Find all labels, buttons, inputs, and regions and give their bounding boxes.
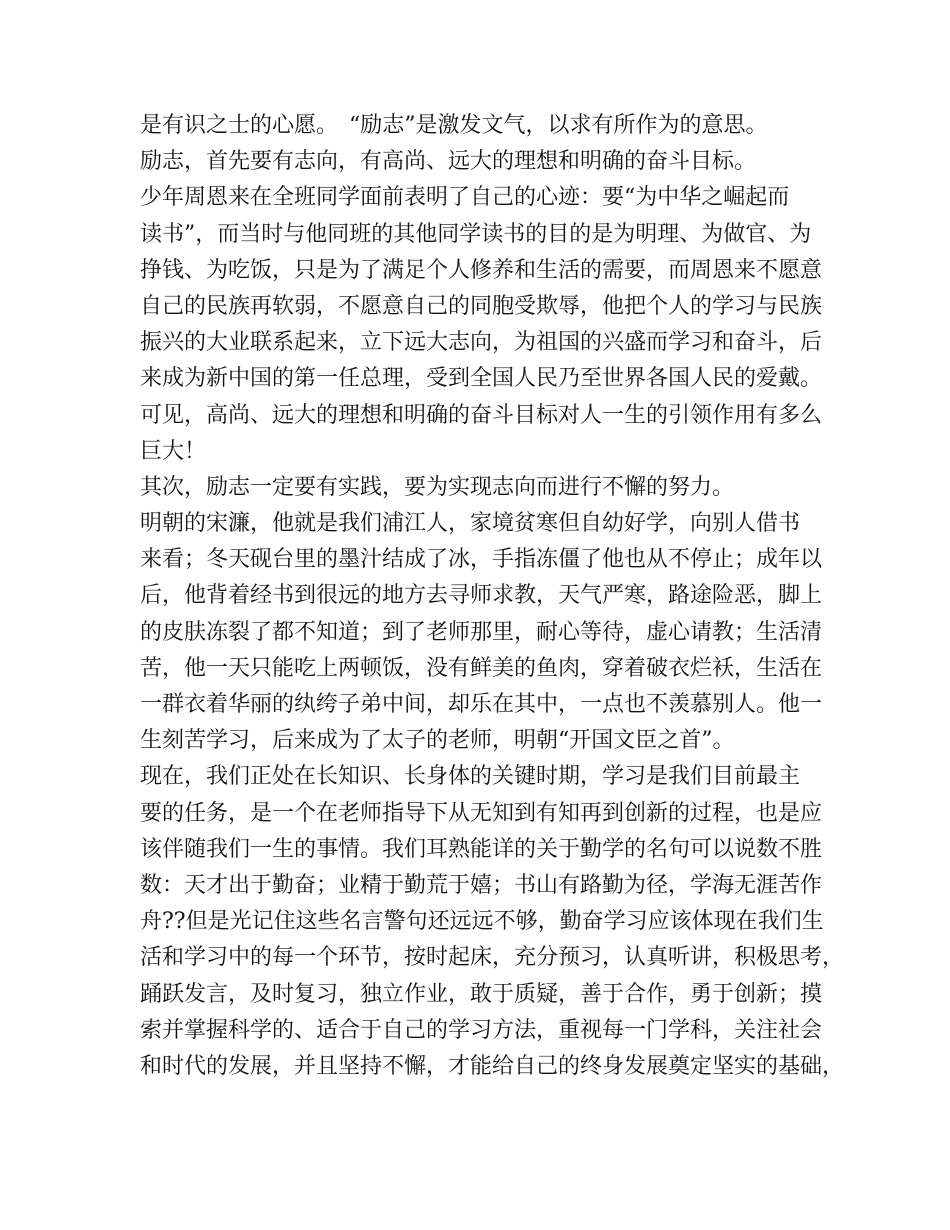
text-line: 和时代的发展，并且坚持不懈，才能给自己的终身发展奠定坚实的基础， [140,1053,845,1079]
text-line: 其次，励志一定要有实践，要为实现志向而进行不懈的努力。 [140,474,735,500]
text-line: 来成为新中国的第一任总理，受到全国人民乃至世界各国人民的爱戴。 [140,366,823,392]
text-line: 来看；冬天砚台里的墨汁结成了冰，手指冻僵了他也从不停止；成年以 [140,547,823,573]
body-text [140,108,845,1085]
text-line: 生刻苦学习，后来成为了太子的老师，明朝“开国文臣之首”。 [140,728,735,754]
text-line: 振兴的大业联系起来，立下远大志向，为祖国的兴盛而学习和奋斗，后 [140,330,823,356]
text-line: 是有识之士的心愿。 “励志”是激发文气，以求有所作为的意思。 [140,113,768,138]
text-line: 活和学习中的每一个环节，按时起床，充分预习，认真听讲，积极思考， [140,945,845,971]
text-line: 数：天才出于勤奋；业精于勤荒于嬉；书山有路勤为径，学海无涯苦作 [140,872,823,898]
text-line: 索并掌握科学的、适合于自己的学习方法，重视每一门学科，关注社会 [140,1017,823,1043]
text-line: 自己的民族再软弱，不愿意自己的同胞受欺辱，他把个人的学习与民族 [140,293,823,319]
text-line: 读书”，而当时与他同班的其他同学读书的目的是为明理、为做官、为 [140,221,812,247]
text-line: 该伴随我们一生的事情。我们耳熟能详的关于勤学的名句可以说数不胜 [140,836,823,862]
text-line: 巨大！ [140,438,207,464]
text-line: 舟??但是光记住这些名言警句还远远不够，勤奋学习应该体现在我们生 [140,909,824,935]
text-line: 的皮肤冻裂了都不知道；到了老师那里，耐心等待，虚心请教；生活清 [140,619,823,645]
text-line: 要的任务，是一个在老师指导下从无知到有知再到创新的过程，也是应 [140,800,823,826]
text-line: 少年周恩来在全班同学面前表明了自己的心迹：要“为中华之崛起而 [140,185,790,211]
text-line: 可见，高尚、远大的理想和明确的奋斗目标对人一生的引领作用有多么 [140,402,823,428]
text-line: 励志，首先要有志向，有高尚、远大的理想和明确的奋斗目标。 [140,149,757,175]
text-line: 后，他背着经书到很远的地方去寻师求教，天气严寒，路途险恶，脚上 [140,583,823,609]
text-line: 明朝的宋濂，他就是我们浦江人，家境贫寒但自幼好学，向别人借书 [140,511,801,537]
text-line: 苦，他一天只能吃上两顿饭，没有鲜美的鱼肉，穿着破衣烂袄，生活在 [140,655,823,681]
text-line: 踊跃发言，及时复习，独立作业，敢于质疑，善于合作，勇于创新；摸 [140,981,823,1007]
text-line: 挣钱、为吃饭，只是为了满足个人修养和生活的需要，而周恩来不愿意 [140,257,823,283]
text-line: 现在，我们正处在长知识、长身体的关键时期，学习是我们目前最主 [140,764,801,790]
text-line: 一群衣着华丽的纨绔子弟中间，却乐在其中，一点也不羡慕别人。他一 [140,692,823,717]
